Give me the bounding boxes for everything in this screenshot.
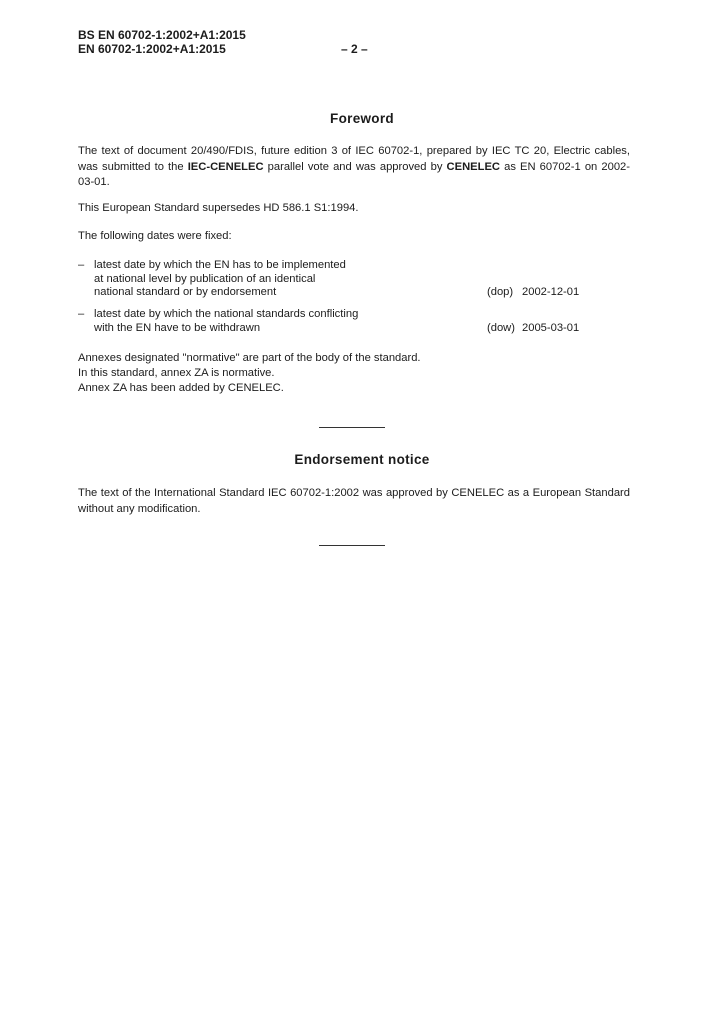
- intro-bold-iec-cenelec: IEC-CENELEC: [187, 160, 264, 173]
- intro-text-1: The text of document 20/490/FDIS, future edition 3 of IEC 60702-1, prepared by IEC TC 20, Electric cables, was submitted to the: [78, 145, 630, 173]
- date-item-line: latest date by which the national standards conflicting: [94, 308, 359, 320]
- date-code: (dow): [487, 321, 515, 334]
- endorsement-title: Endorsement notice: [294, 452, 430, 467]
- list-dash: –: [78, 308, 85, 320]
- annex-paragraph: [78, 351, 630, 396]
- intro-text-3: as EN 60702-1 on 2002-03-01.: [78, 160, 630, 188]
- endorsement-paragraph: The text of the International Standard IEC 60702-1:2002 was approved by CENELEC as a European Standard without any modification.: [78, 487, 630, 515]
- date-item-dop: [78, 259, 630, 301]
- annex-line: Annex ZA has been added by CENELEC.: [78, 382, 284, 394]
- date-item-text: [94, 308, 424, 335]
- foreword-intro-paragraph: [78, 144, 630, 191]
- section-divider: [319, 545, 385, 546]
- annex-line: Annexes designated "normative" are part of the body of the standard.: [78, 352, 421, 364]
- section-divider: [319, 427, 385, 428]
- date-value: 2005-03-01: [522, 321, 580, 334]
- intro-text-2: parallel vote and was approved by: [263, 160, 447, 173]
- supersedes-paragraph: This European Standard supersedes HD 586.1 S1:1994.: [78, 202, 359, 214]
- intro-bold-cenelec: CENELEC: [446, 160, 500, 173]
- date-item-dow: [78, 308, 630, 336]
- standard-id-line2: EN 60702-1:2002+A1:2015: [78, 42, 226, 56]
- date-item-line: latest date by which the EN has to be implemented: [94, 259, 346, 271]
- standard-id-line1: BS EN 60702-1:2002+A1:2015: [78, 28, 246, 42]
- dates-intro: The following dates were fixed:: [78, 230, 232, 242]
- date-item-line: national standard or by endorsement: [94, 286, 277, 298]
- date-item-line: at national level by publication of an identical: [94, 272, 316, 285]
- page-number: – 2 –: [341, 42, 368, 56]
- annex-line: In this standard, annex ZA is normative.: [78, 367, 275, 379]
- date-value: 2002-12-01: [522, 286, 580, 298]
- list-dash: –: [78, 259, 85, 271]
- date-code: (dop): [487, 286, 514, 298]
- date-item-text: [94, 259, 424, 300]
- date-item-line: with the EN have to be withdrawn: [94, 321, 261, 334]
- document-header: [78, 28, 246, 56]
- foreword-title: Foreword: [330, 111, 394, 126]
